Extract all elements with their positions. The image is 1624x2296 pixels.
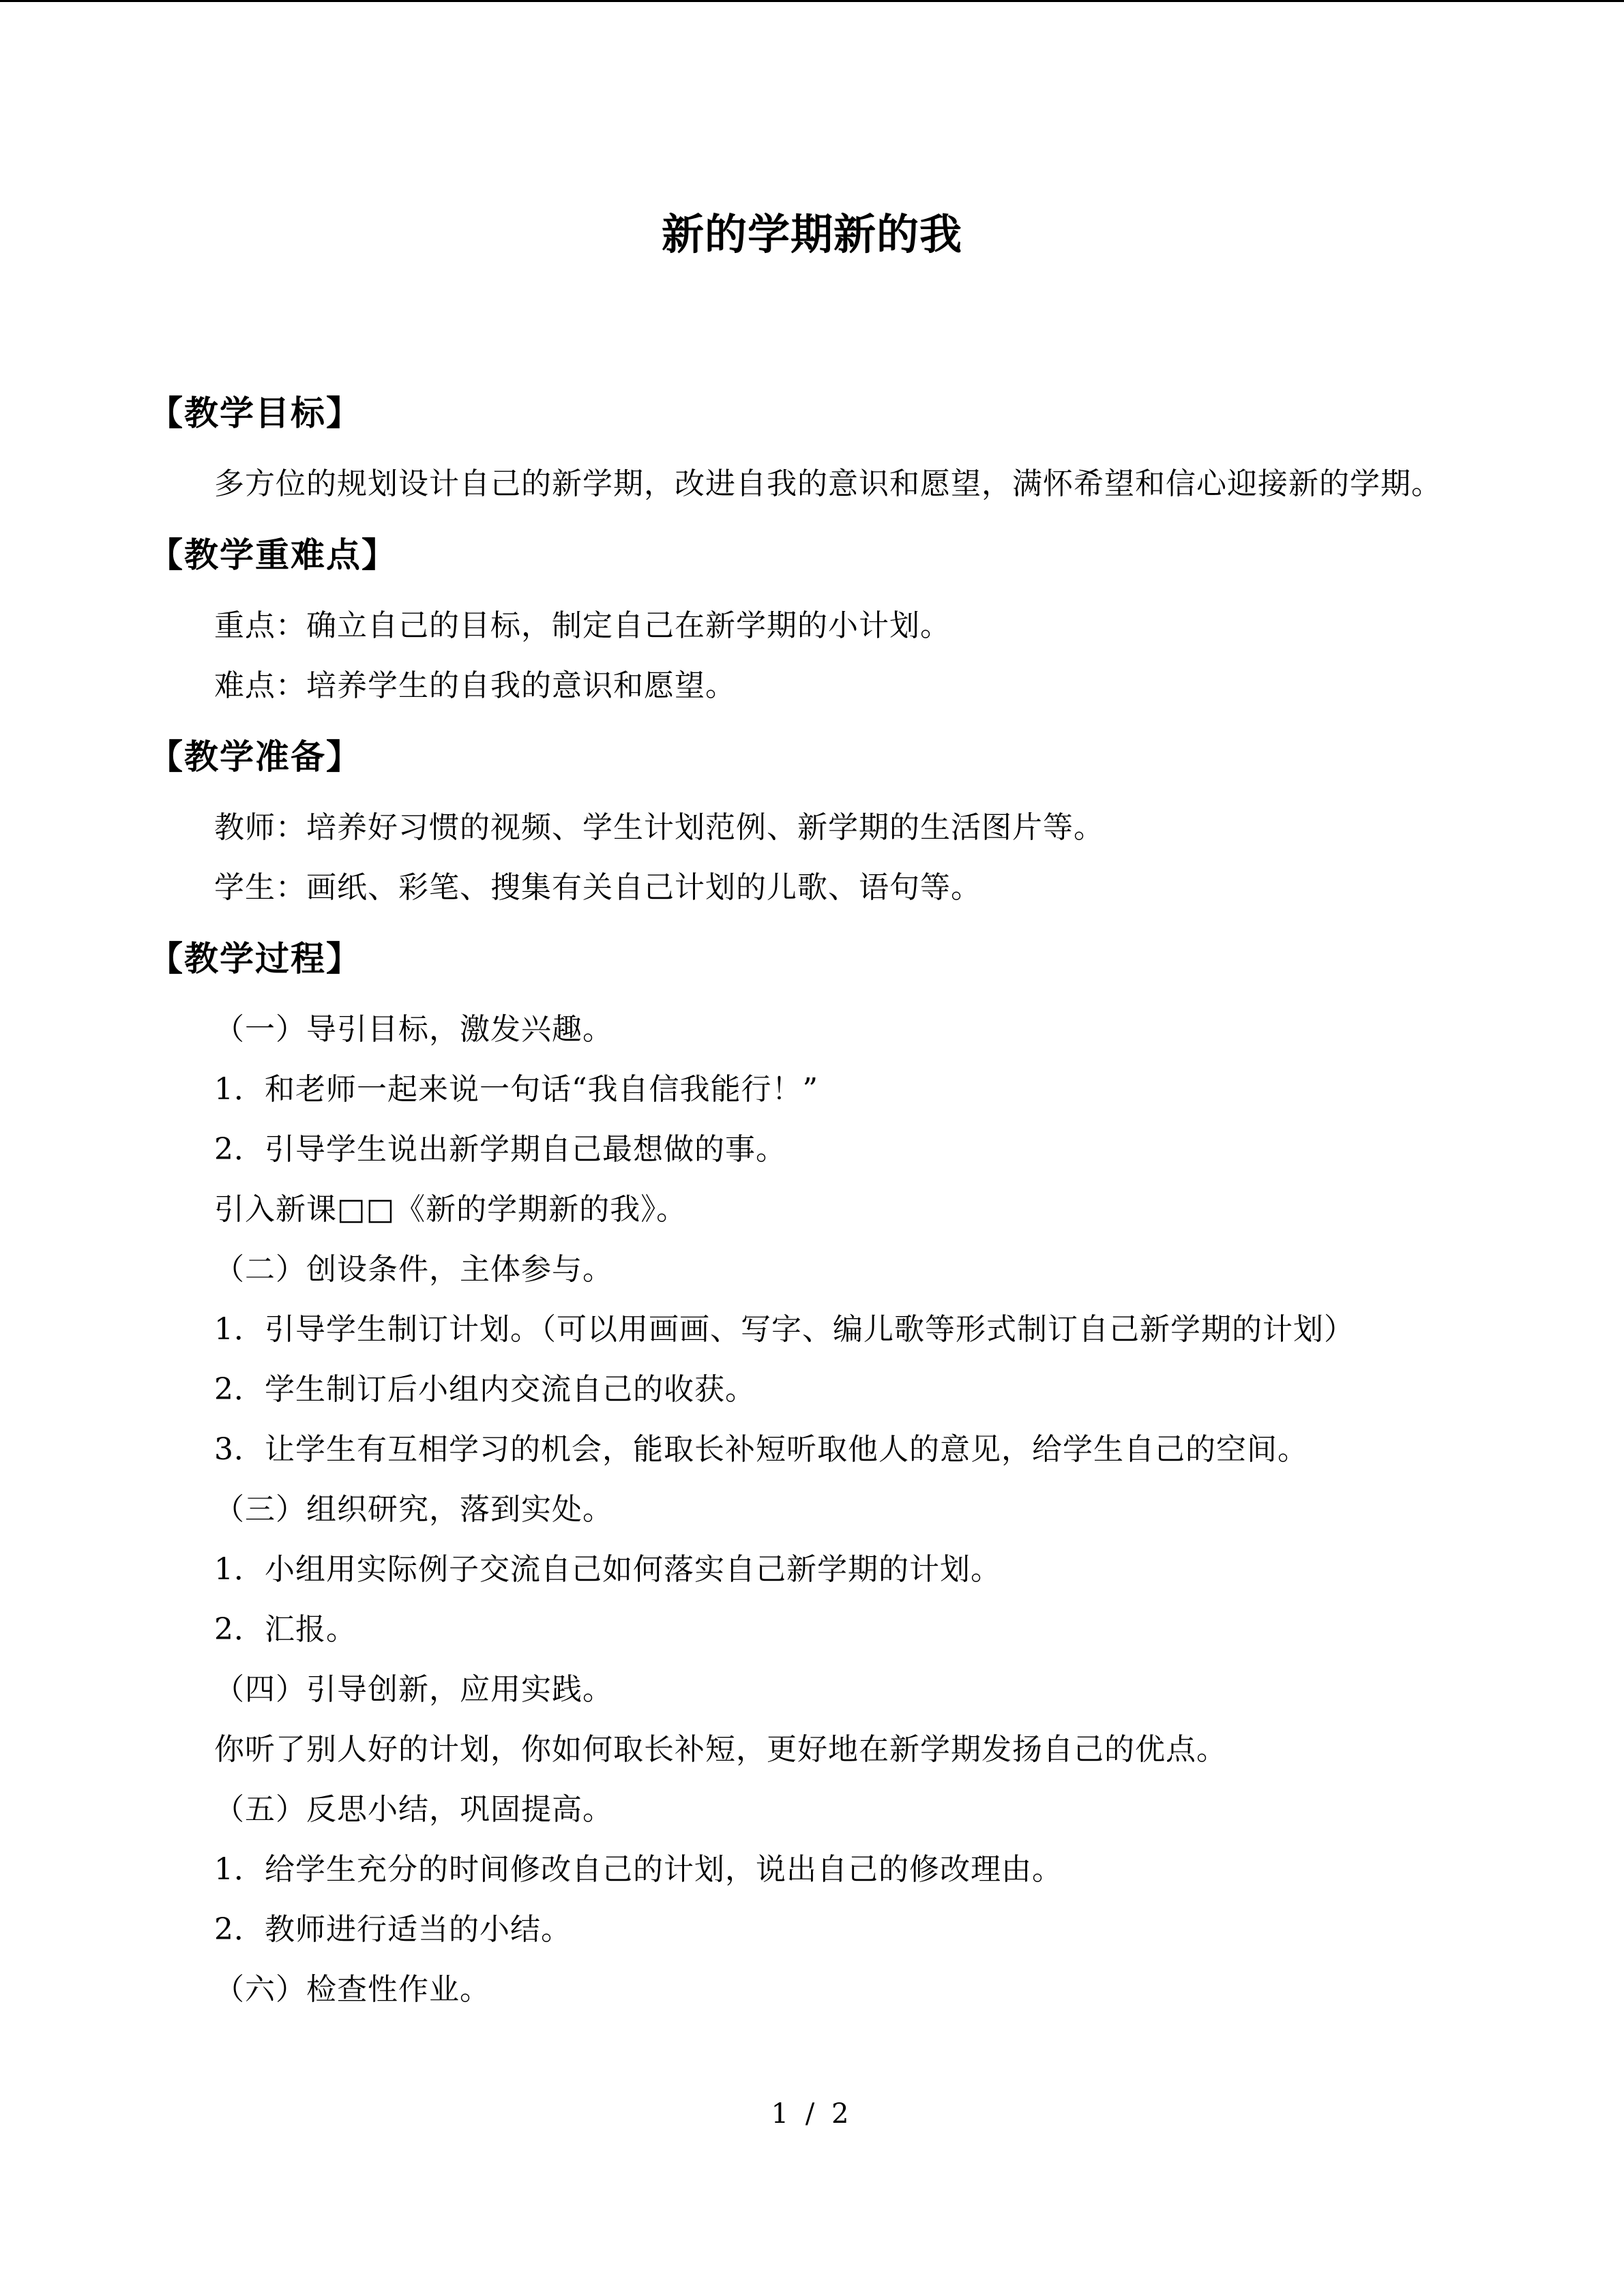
process-line: 3．让学生有互相学习的机会，能取长补短听取他人的意见，给学生自己的空间。: [214, 1432, 1308, 1467]
document-body: [149, 382, 1475, 2020]
process-step-heading: （六）检查性作业。: [214, 1972, 490, 2007]
goals-paragraph: 多方位的规划设计自己的新学期，改进自我的意识和愿望，满怀希望和信心迎接新的学期。: [214, 466, 1442, 501]
teacher-preparation-line: 教师：培养好习惯的视频、学生计划范例、新学期的生活图片等。: [214, 810, 1104, 845]
section-heading-key-points: 【教学重难点】: [149, 535, 397, 575]
process-line: 1．小组用实际例子交流自己如何落实自己新学期的计划。: [214, 1552, 1001, 1587]
process-line: 你听了别人好的计划，你如何取长补短，更好地在新学期发扬自己的优点。: [214, 1732, 1227, 1767]
process-step-heading: （一）导引目标，激发兴趣。: [214, 1012, 613, 1047]
process-line: 2．引导学生说出新学期自己最想做的事。: [214, 1132, 786, 1167]
section-heading-goals: 【教学目标】: [149, 393, 361, 433]
student-preparation-line: 学生：画纸、彩笔、搜集有关自己计划的儿歌、语句等。: [214, 870, 981, 905]
process-line: 1．给学生充分的时间修改自己的计划，说出自己的修改理由。: [214, 1852, 1063, 1887]
process-line: 2．教师进行适当的小结。: [214, 1912, 572, 1947]
process-line: 1．和老师一起来说一句话“我自信我能行！”: [214, 1072, 818, 1107]
process-line: 2．汇报。: [214, 1612, 357, 1647]
process-step-heading: （三）组织研究，落到实处。: [214, 1492, 613, 1527]
page-top-border: [0, 0, 1624, 2]
key-point-line: 重点：确立自己的目标，制定自己在新学期的小计划。: [214, 608, 951, 643]
process-line: 引入新课□□《新的学期新的我》。: [214, 1192, 688, 1227]
process-line: 1．引导学生制订计划。（可以用画画、写字、编儿歌等形式制订自己新学期的计划）: [214, 1312, 1355, 1347]
process-step-heading: （二）创设条件，主体参与。: [214, 1252, 613, 1287]
section-heading-preparation: 【教学准备】: [149, 736, 361, 777]
process-step-heading: （五）反思小结，巩固提高。: [214, 1792, 613, 1827]
page-number: 1 / 2: [771, 2098, 853, 2130]
process-step-heading: （四）引导创新，应用实践。: [214, 1672, 613, 1707]
process-line: 2．学生制订后小组内交流自己的收获。: [214, 1372, 756, 1407]
difficulty-line: 难点：培养学生的自我的意识和愿望。: [214, 668, 736, 703]
section-heading-process: 【教学过程】: [149, 938, 361, 979]
document-title: 新的学期新的我: [661, 209, 962, 259]
